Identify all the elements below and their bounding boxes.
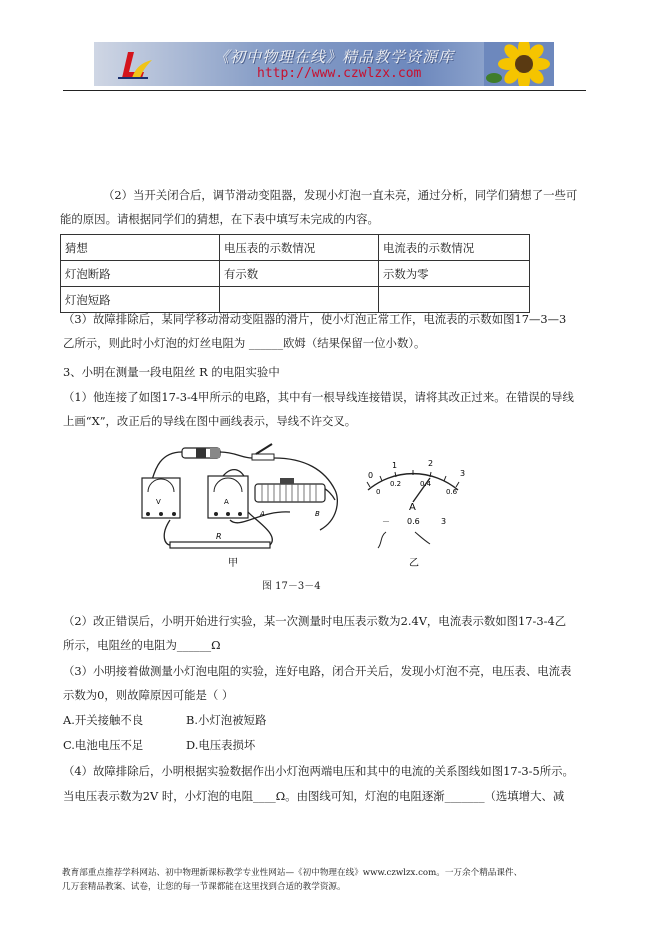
- table-header-cell: 猜想: [61, 235, 220, 261]
- item3-heading: 3、小明在测量一段电阻丝 R 的电阻实验中: [63, 365, 280, 379]
- table-header-row: [61, 235, 530, 261]
- ammeter-icon: [208, 476, 248, 518]
- voltmeter-icon: [142, 478, 180, 518]
- sub4-line1: （4）故障排除后，小明根据实验数据作出小灯泡两端电压和其中的电流的关系图线如图17-3-5所示。: [63, 764, 574, 778]
- header-banner: [94, 42, 554, 86]
- table-cell: 灯泡断路: [61, 261, 220, 287]
- guess-table: [60, 234, 530, 313]
- table-row: [61, 261, 530, 287]
- scale-top-0: 0: [368, 471, 374, 480]
- scale-bottom-3: 0.6: [446, 488, 458, 496]
- footer-line2: 几万套精品教案、试卷，让您的每一节课都能在这里找到合适的教学资源。: [62, 882, 346, 892]
- scale-top-2: 2: [428, 459, 434, 468]
- option-d[interactable]: D.电压表损坏: [186, 738, 256, 752]
- terminal-neg: －: [382, 517, 390, 526]
- q3a-line1: （3）故障排除后，某同学移动滑动变阻器的滑片，使小灯泡正常工作，电流表的示数如图17—3—3: [63, 312, 567, 326]
- sub3-line2: 示数为0，则故障原因可能是（ ）: [63, 688, 234, 702]
- sunflower-icon: [484, 42, 554, 86]
- table-cell-blank[interactable]: [220, 287, 379, 313]
- switch-icon: [252, 444, 274, 460]
- q2-line2: 能的原因。请根据同学们的猜想，在下表中填写未完成的内容。: [60, 212, 379, 226]
- figure-right-label: 乙: [409, 558, 419, 569]
- svg-text:A: A: [260, 510, 265, 518]
- scale-bottom-0: 0: [376, 488, 381, 496]
- sub4-line2: 当电压表示数为2V 时，小灯泡的电阻____Ω。由图线可知，灯泡的电阻逐渐_______（选填增大、减: [63, 789, 565, 803]
- sub2-line2: 所示，电阻丝的电阻为______Ω: [63, 638, 221, 652]
- footer-line1: 教育部重点推荐学科网站、初中物理新课标教学专业性网站—《初中物理在线》www.czwlzx.com。一万余个精品课件、: [62, 868, 523, 878]
- banner-url[interactable]: http://www.czwlzx.com: [257, 66, 422, 81]
- battery-icon: [182, 448, 220, 458]
- sub3-line1: （3）小明接着做测量小灯泡电阻的实验，连好电路，闭合开关后，发现小灯泡不亮，电压表、电流表: [63, 664, 572, 678]
- table-cell: 有示数: [220, 261, 379, 287]
- table-cell: 灯泡短路: [61, 287, 220, 313]
- scale-top-1: 1: [392, 461, 398, 470]
- figure-caption: 图 17－3－4: [262, 581, 321, 592]
- option-b[interactable]: B.小灯泡被短路: [186, 713, 267, 727]
- svg-text:B: B: [315, 510, 320, 518]
- item3-sub1-line2: 上画“X”，改正后的导线在图中画线表示，导线不许交叉。: [63, 414, 357, 428]
- ammeter-scale-icon: [367, 470, 459, 502]
- svg-text:V: V: [156, 498, 161, 506]
- circuit-figure: [130, 440, 470, 590]
- site-logo-icon: [114, 48, 154, 82]
- q2-line1: （2）当开关闭合后，调节滑动变阻器，发现小灯泡一直未亮，通过分析，同学们猜想了一些可: [103, 188, 578, 202]
- item3-sub1-line1: （1）他连接了如图17-3-4甲所示的电路，其中有一根导线连接错误，请将其改正过来。在错误的导线: [63, 390, 574, 404]
- terminal-3: 3: [441, 517, 447, 526]
- scale-bottom-1: 0.2: [390, 480, 402, 488]
- option-a[interactable]: A.开关接触不良: [63, 713, 144, 727]
- resistor-label: R: [216, 532, 222, 541]
- svg-text:A: A: [224, 498, 229, 506]
- meter-letter: A: [409, 502, 416, 513]
- table-row: [61, 287, 530, 313]
- resistor-wire-icon: [170, 532, 270, 548]
- sub2-line1: （2）改正错误后，小明开始进行实验，某一次测量时电压表示数为2.4V，电流表示数如图17-3-4乙: [63, 614, 567, 628]
- table-header-cell: 电流表的示数情况: [379, 235, 530, 261]
- table-cell-blank[interactable]: [379, 287, 530, 313]
- table-cell: 示数为零: [379, 261, 530, 287]
- banner-title: 《初中物理在线》精品教学资源库: [214, 48, 455, 66]
- table-header-cell: 电压表的示数情况: [220, 235, 379, 261]
- header-rule: [63, 90, 586, 91]
- q3a-line2: 乙所示，则此时小灯泡的灯丝电阻为 ______欧姆（结果保留一位小数）。: [63, 336, 426, 350]
- scale-bottom-2: 0.4: [420, 480, 432, 488]
- option-c[interactable]: C.电池电压不足: [63, 738, 144, 752]
- terminal-06: 0.6: [407, 517, 420, 526]
- figure-left-label: 甲: [228, 558, 238, 569]
- scale-top-3: 3: [460, 469, 466, 478]
